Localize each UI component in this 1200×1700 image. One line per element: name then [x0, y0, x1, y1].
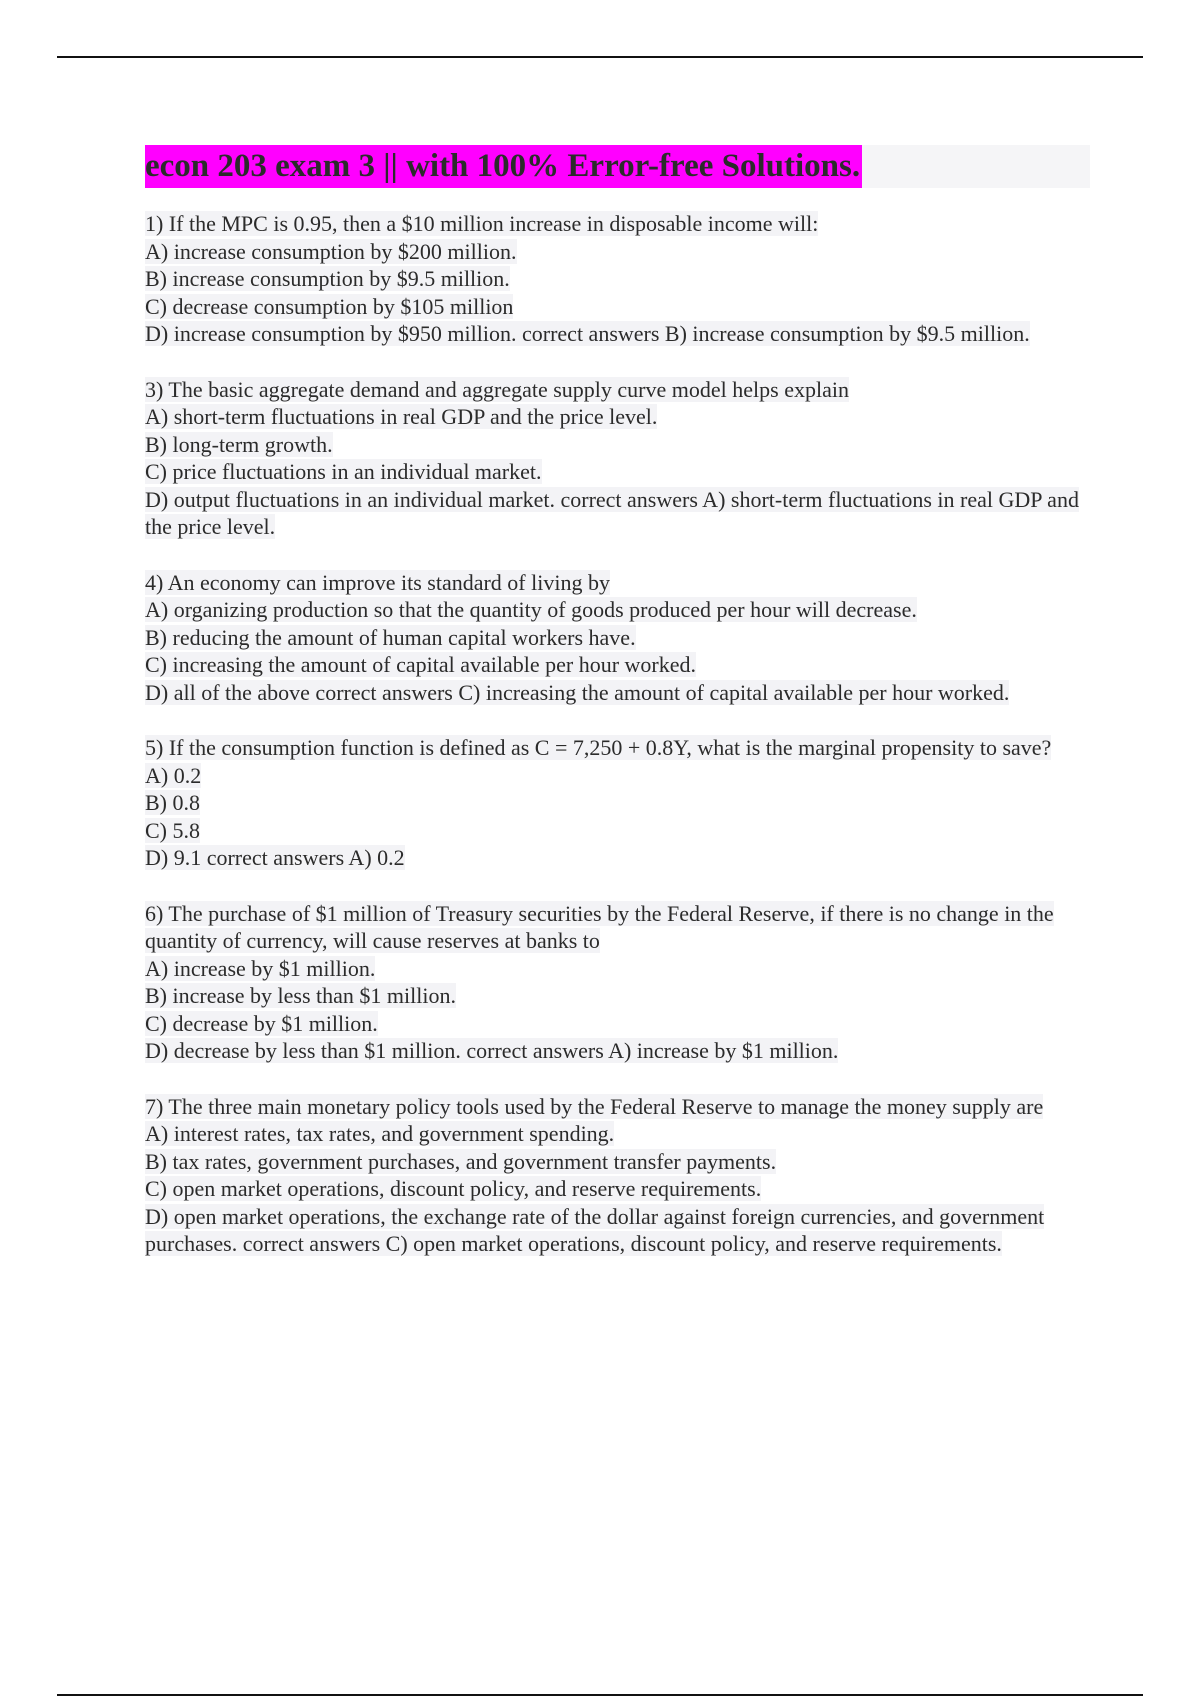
answer-option-b: B) reducing the amount of human capital workers have.: [145, 624, 636, 650]
answer-option-a: A) increase consumption by $200 million.: [145, 238, 517, 264]
title-band: [145, 145, 1090, 188]
page-bottom-rule: [57, 1694, 1143, 1696]
question-5: [145, 734, 1090, 872]
question-prompt: 4) An economy can improve its standard of living by: [145, 569, 610, 595]
answer-option-a: A) organizing production so that the quantity of goods produced per hour will decrease.: [145, 597, 917, 622]
answer-option-a: A) increase by $1 million.: [145, 955, 376, 981]
answer-option-a: A) interest rates, tax rates, and government spending.: [145, 1121, 615, 1146]
question-prompt: 5) If the consumption function is defined as C = 7,250 + 0.8Y, what is the marginal propensity to save?: [145, 735, 1052, 760]
answer-option-d-with-correct-answer: D) decrease by less than $1 million. correct answers A) increase by $1 million.: [145, 1038, 839, 1063]
document-body: [145, 145, 1090, 1286]
answer-option-d-with-correct-answer: D) increase consumption by $950 million. correct answers B) increase consumption by $9.5 million.: [145, 321, 1030, 346]
answer-option-d-with-correct-answer: D) 9.1 correct answers A) 0.2: [145, 845, 405, 870]
question-7: [145, 1093, 1090, 1258]
answer-option-b: B) increase consumption by $9.5 million.: [145, 266, 510, 291]
answer-option-b: B) increase by less than $1 million.: [145, 983, 456, 1008]
question-3: [145, 376, 1090, 541]
answer-option-b: B) long-term growth.: [145, 431, 333, 457]
answer-option-a: A) short-term fluctuations in real GDP and the price level.: [145, 404, 658, 429]
answer-option-b: B) 0.8: [145, 790, 200, 815]
question-4: [145, 569, 1090, 707]
answer-option-c: C) decrease consumption by $105 million: [145, 293, 514, 319]
answer-option-b: B) tax rates, government purchases, and government transfer payments.: [145, 1148, 777, 1174]
page-top-rule: [57, 56, 1143, 58]
answer-option-c: C) open market operations, discount policy, and reserve requirements.: [145, 1176, 762, 1201]
question-prompt: 3) The basic aggregate demand and aggregate supply curve model helps explain: [145, 376, 849, 402]
answer-option-c: C) decrease by $1 million.: [145, 1010, 378, 1036]
document-title: econ 203 exam 3 || with 100% Error-free Solutions.: [145, 145, 862, 188]
question-1: [145, 210, 1090, 348]
answer-option-c: C) price fluctuations in an individual market.: [145, 459, 542, 484]
question-6: [145, 900, 1090, 1065]
question-prompt: 6) The purchase of $1 million of Treasury securities by the Federal Reserve, if there is no change in the quantity of currency, will cause reserves at banks to: [145, 900, 1054, 953]
answer-option-a: A) 0.2: [145, 762, 202, 788]
answer-option-c: C) 5.8: [145, 817, 200, 843]
question-prompt: 7) The three main monetary policy tools used by the Federal Reserve to manage the money supply are: [145, 1093, 1044, 1119]
answer-option-d-with-correct-answer: D) output fluctuations in an individual market. correct answers A) short-term fluctuations in real GDP and the price level.: [145, 486, 1079, 539]
answer-option-d-with-correct-answer: D) open market operations, the exchange rate of the dollar against foreign currencies, and government purchases. correct answers C) open market operations, discount policy, and reserve requirements.: [145, 1203, 1045, 1256]
question-prompt: 1) If the MPC is 0.95, then a $10 million increase in disposable income will:: [145, 211, 819, 236]
question-list: [145, 210, 1090, 1258]
answer-option-d-with-correct-answer: D) all of the above correct answers C) increasing the amount of capital available per hour worked.: [145, 679, 1010, 705]
answer-option-c: C) increasing the amount of capital available per hour worked.: [145, 652, 697, 677]
